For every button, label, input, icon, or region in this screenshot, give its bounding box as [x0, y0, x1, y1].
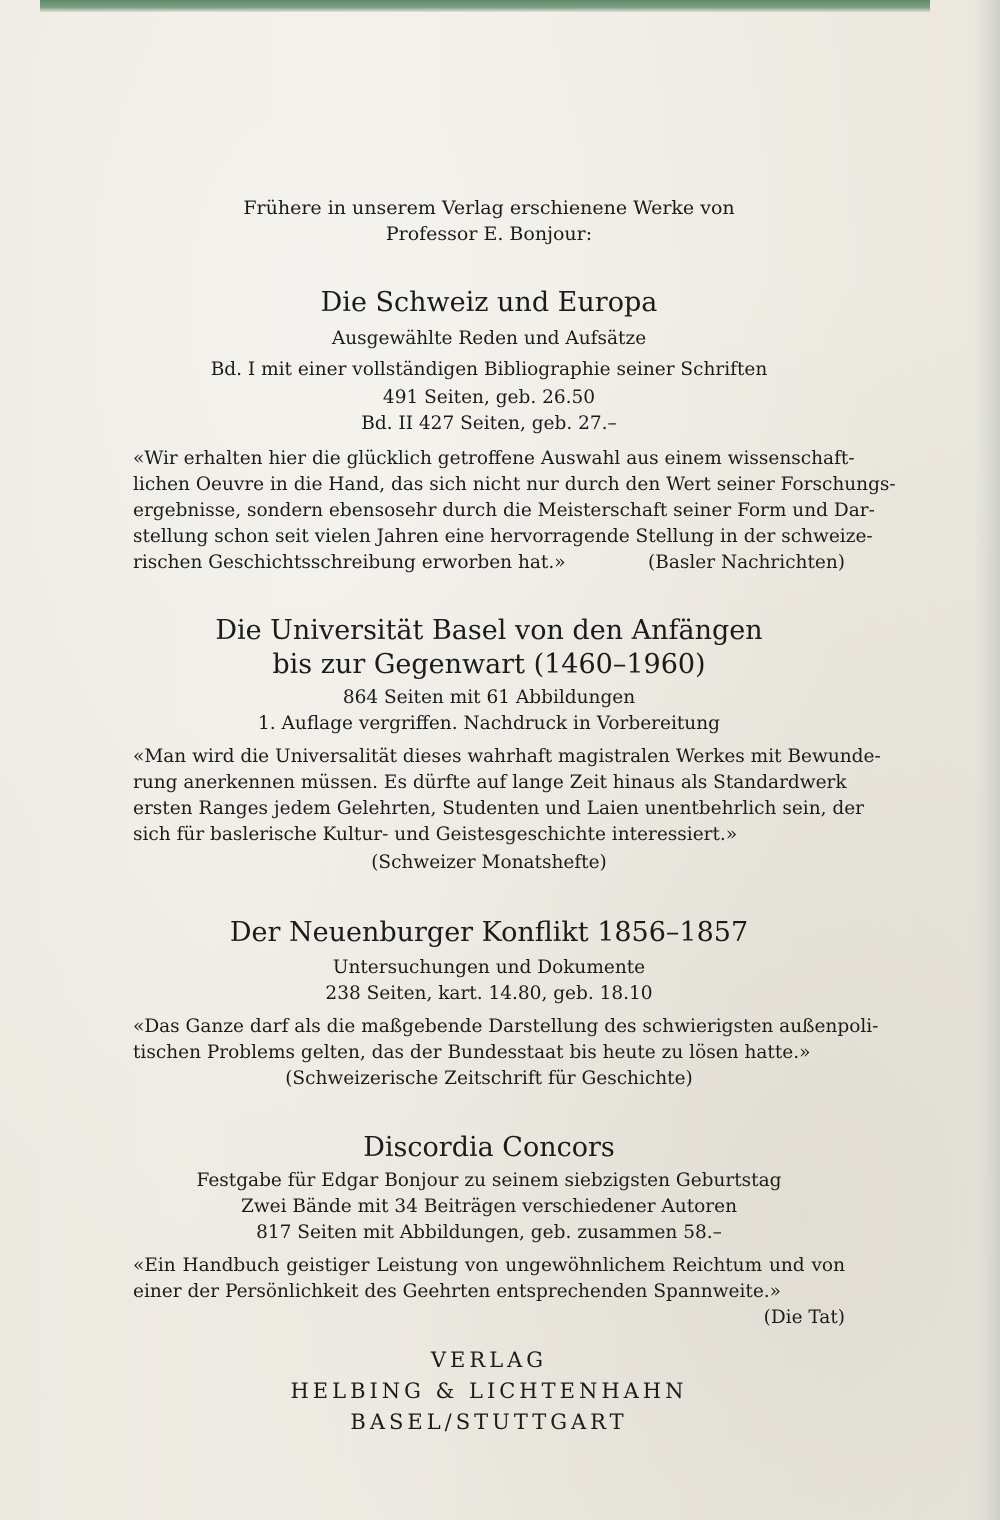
book-detail: Bd. I mit einer vollständigen Bibliographie seiner Schriften [210, 359, 768, 380]
book-detail: Bd. II 427 Seiten, geb. 27.– [361, 413, 617, 434]
quote-line: «Ein Handbuch geistiger Leistung von ungewöhnlichem Reichtum und von [133, 1255, 845, 1276]
quote-line: rung anerkennen müssen. Es dürfte auf lange Zeit hinaus als Standardwerk [133, 772, 847, 793]
quote-line: einer der Persönlichkeit des Geehrten entsprechenden Spannweite.» [133, 1281, 782, 1302]
book-detail: 1. Auflage vergriffen. Nachdruck in Vorbereitung [258, 713, 720, 734]
book-review-quote [133, 1014, 879, 1066]
quote-line: ergebnisse, sondern ebensosehr durch die Meisterschaft seiner Form und Dar- [133, 500, 875, 521]
publisher-name: HELBING & LICHTENHAHN [290, 1379, 688, 1403]
book-detail: 864 Seiten mit 61 Abbildungen [342, 687, 636, 708]
book-title-universitaet-basel-line-2: bis zur Gegenwart (1460–1960) [272, 649, 706, 680]
book-detail: 491 Seiten, geb. 26.50 [382, 387, 596, 408]
quote-line: lichen Oeuvre in die Hand, das sich nicht nur durch den Wert seiner Forschungs- [133, 474, 896, 495]
quote-line: rischen Geschichtsschreibung erworben hat.» [133, 552, 566, 573]
quote-line: stellung schon seit vielen Jahren eine hervorragende Stellung in der schweize- [133, 526, 873, 547]
cover-edge [974, 0, 1000, 1520]
book-detail: Zwei Bände mit 34 Beiträgen verschiedener Autoren [240, 1196, 737, 1217]
quote-line: ersten Ranges jedem Gelehrten, Studenten und Laien unentbehrlich sein, der [133, 798, 865, 819]
book-title-neuenburger-konflikt: Der Neuenburger Konflikt 1856–1857 [229, 917, 749, 948]
book-title-discordia-concors: Discordia Concors [363, 1132, 615, 1163]
text-column [133, 0, 896, 1520]
publisher-location: BASEL/STUTTGART [350, 1410, 628, 1434]
quote-line-with-source [133, 550, 845, 576]
book-review-quote [133, 1253, 845, 1331]
book-review-quote [133, 744, 881, 848]
quote-source: (Schweizer Monatshefte) [371, 852, 607, 873]
book-review-quote [133, 446, 896, 576]
quote-source: (Die Tat) [763, 1307, 845, 1328]
intro-line-2: Professor E. Bonjour: [385, 223, 593, 245]
quote-line: «Das Ganze darf als die maßgebende Darstellung des schwierigsten außenpoli- [133, 1016, 879, 1037]
book-subtitle: Untersuchungen und Dokumente [332, 957, 646, 978]
quote-line: «Wir erhalten hier die glücklich getroffene Auswahl aus einem wissenschaft- [133, 448, 855, 469]
book-detail: 238 Seiten, kart. 14.80, geb. 18.10 [325, 983, 653, 1004]
book-title-universitaet-basel: Die Universität Basel von den Anfängen [215, 615, 763, 646]
book-detail: 817 Seiten mit Abbildungen, geb. zusammen 58.– [256, 1222, 722, 1243]
quote-source: (Schweizerische Zeitschrift für Geschichte) [285, 1068, 693, 1089]
book-subtitle: Ausgewählte Reden und Aufsätze [331, 328, 647, 349]
quote-line: sich für baslerische Kultur- und Geistesgeschichte interessiert.» [133, 824, 738, 845]
book-subtitle: Festgabe für Edgar Bonjour zu seinem siebzigsten Geburtstag [196, 1170, 782, 1191]
book-title-schweiz-und-europa: Die Schweiz und Europa [320, 287, 658, 318]
quote-line-with-source [133, 1279, 845, 1328]
quote-line: «Man wird die Universalität dieses wahrhaft magistralen Werkes mit Bewunde- [133, 746, 881, 767]
quote-source: (Basler Nachrichten) [648, 552, 845, 573]
intro-line-1: Frühere in unserem Verlag erschienene Werke von [243, 197, 735, 219]
publisher-label: VERLAG [430, 1348, 548, 1372]
quote-line: tischen Problems gelten, das der Bundesstaat bis heute zu lösen hatte.» [133, 1042, 811, 1063]
